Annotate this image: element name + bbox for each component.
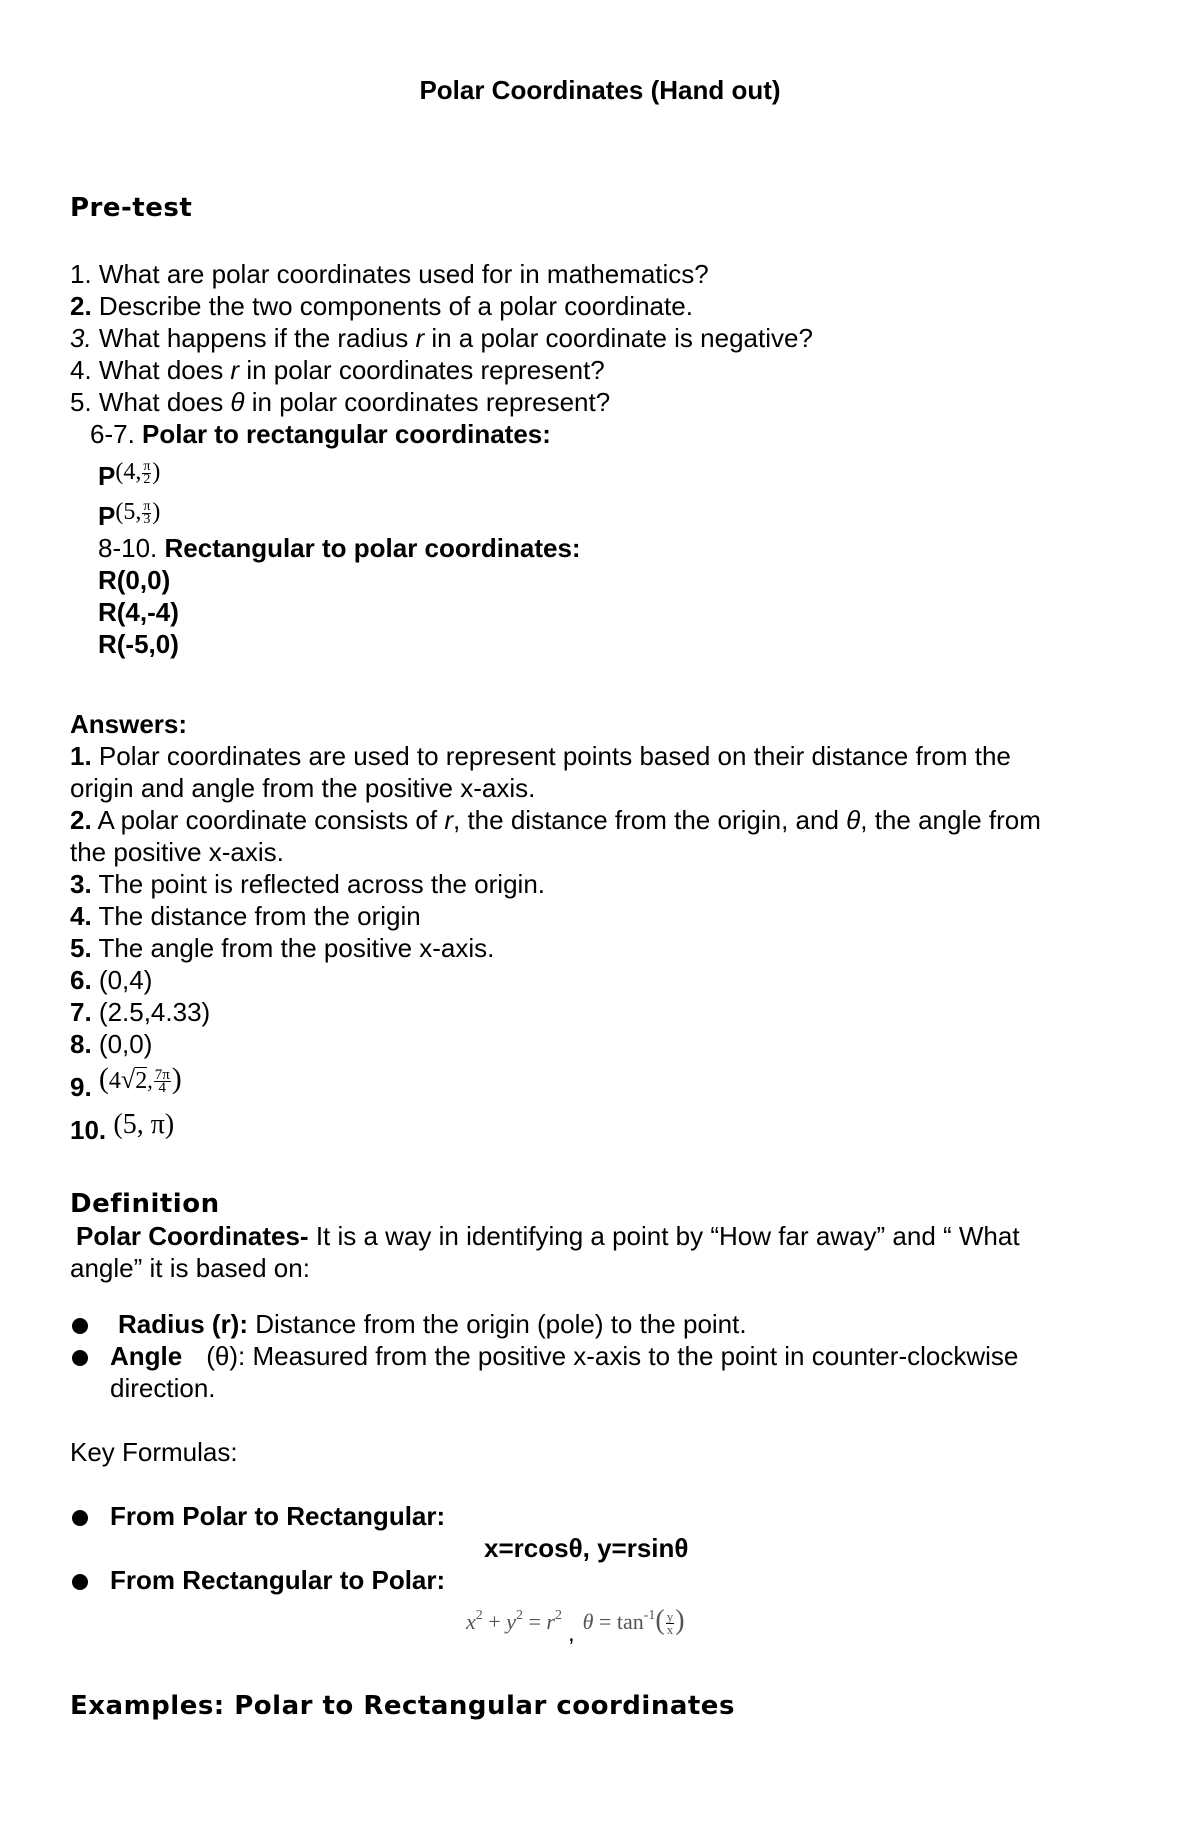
point-1-angle-den: 2 xyxy=(143,471,151,487)
angle-label: Angle xyxy=(110,1341,183,1371)
point-1-angle-num: π xyxy=(143,458,151,474)
rect-point-3: R(-5,0) xyxy=(98,629,179,659)
answer-4-number: 4. xyxy=(70,901,92,931)
point-1-r: 4, xyxy=(123,459,142,485)
answer-5-number: 5. xyxy=(70,933,92,963)
q810-label: Rectangular to polar coordinates: xyxy=(164,533,581,563)
answer-7 xyxy=(70,996,210,1028)
q3-text: What happens if the radius xyxy=(91,323,416,353)
answer-1-number: 1. xyxy=(70,741,92,771)
rect-to-polar-label: From Rectangular to Polar: xyxy=(110,1565,446,1595)
answer-2-line-2: the positive x-axis. xyxy=(70,837,284,867)
formulas-heading: Key Formulas: xyxy=(70,1437,238,1467)
q67-number: 6-7. xyxy=(90,419,143,449)
answer-4 xyxy=(70,900,421,932)
answer-6-text: (0,4) xyxy=(91,965,153,995)
angle-item xyxy=(110,1340,1018,1372)
q5-var: θ xyxy=(230,387,245,417)
answer-3 xyxy=(70,868,545,900)
q5-rest: in polar coordinates represent? xyxy=(244,387,611,417)
answer-5 xyxy=(70,932,494,964)
formula-x: x xyxy=(466,1609,476,1634)
rect-point-2: R(4,-4) xyxy=(98,597,179,627)
bullet-icon xyxy=(72,1574,88,1590)
answer-7-number: 7. xyxy=(70,997,92,1027)
q3-var: r xyxy=(415,323,425,353)
definition-text-1: It is a way in identifying a point by “How far away” and “ What xyxy=(308,1221,1020,1251)
answer-1-line-2: origin and angle from the positive x-axis. xyxy=(70,773,536,803)
answer-8-number: 8. xyxy=(70,1029,92,1059)
q810-number: 8-10. xyxy=(98,533,165,563)
angle-text: (θ): Measured from the positive x-axis to the point in counter-clockwise xyxy=(206,1341,1019,1371)
pretest-q67 xyxy=(90,418,551,450)
answer-2-t2: , the distance from the origin, and xyxy=(453,805,847,835)
answer-2-r: r xyxy=(444,805,454,835)
radius-label: Radius (r): xyxy=(118,1309,248,1339)
point-2-r: 5, xyxy=(123,499,142,525)
pretest-q810 xyxy=(98,532,581,564)
answer-9-number: 9. xyxy=(70,1072,92,1102)
q4-var: r xyxy=(230,355,240,385)
q2-number: 2. xyxy=(70,291,92,321)
q2-text: Describe the two components of a polar coordinate. xyxy=(91,291,693,321)
q4-rest: in polar coordinates represent? xyxy=(239,355,605,385)
answer-8-text: (0,0) xyxy=(91,1029,153,1059)
formula-theta: θ xyxy=(582,1609,594,1634)
pretest-q1: 1. What are polar coordinates used for in mathematics? xyxy=(70,259,709,289)
answer-2-theta: θ xyxy=(846,805,861,835)
page-title: Polar Coordinates (Hand out) xyxy=(419,75,781,105)
answer-3-text: The point is reflected across the origin. xyxy=(91,869,545,899)
polar-point-2: P(5, $\frac{\pi}{3}$ ) xyxy=(98,498,161,531)
q3-rest: in a polar coordinate is negative? xyxy=(424,323,813,353)
answers-heading: Answers: xyxy=(70,709,188,739)
radius-text: Distance from the origin (pole) to the point. xyxy=(248,1309,747,1339)
polar-point-1: P(4, $\frac{\pi}{2}$ ) xyxy=(98,458,161,491)
answer-2-t3: , the angle from xyxy=(860,805,1041,835)
polar-to-rect-formula: x=rcosθ, y=rsinθ xyxy=(484,1533,689,1563)
answer-1 xyxy=(70,740,1011,772)
point-2-label: P xyxy=(98,501,116,531)
definition-line-2: angle” it is based on: xyxy=(70,1253,310,1283)
answer-10-number: 10. xyxy=(70,1115,107,1145)
radius-item xyxy=(118,1308,747,1340)
q67-label: Polar to rectangular coordinates: xyxy=(142,419,551,449)
answer-1-line-1: Polar coordinates are used to represent points based on their distance from the xyxy=(91,741,1011,771)
rect-point-1: R(0,0) xyxy=(98,565,171,595)
answer-9-radicand: 2 xyxy=(135,1068,148,1094)
point-2-angle-den: 3 xyxy=(143,511,151,527)
answer-10-text: 5, π xyxy=(122,1109,165,1140)
answer-2 xyxy=(70,804,1041,836)
q5-pre: 5. What does xyxy=(70,387,231,417)
q3-number: 3. xyxy=(70,323,92,353)
formula-tan: tan xyxy=(616,1609,644,1634)
answer-9: 9. (4√2, $\frac{7\pi}{4}$ ) xyxy=(70,1062,182,1102)
pretest-q5 xyxy=(70,386,610,418)
formula-r: r xyxy=(546,1609,555,1634)
answer-6 xyxy=(70,964,152,996)
answer-9-angle-den: 4 xyxy=(158,1079,166,1096)
answer-10: 10. (5, π) xyxy=(70,1109,175,1145)
examples-heading: Examples: Polar to Rectangular coordinates xyxy=(70,1691,735,1721)
rect-to-polar-formula: $x^2 + y^2 = r^2$, $\theta = \tan^{-1}$( $\frac{y}{x}$ ) xyxy=(466,1605,685,1647)
pretest-heading: Pre-test xyxy=(70,193,193,223)
definition-heading: Definition xyxy=(70,1189,220,1219)
angle-line-2: direction. xyxy=(110,1373,216,1403)
pretest-q3 xyxy=(70,322,813,354)
answer-4-text: The distance from the origin xyxy=(91,901,421,931)
answer-9-angle-num: 7π xyxy=(154,1066,170,1083)
bullet-icon xyxy=(72,1318,88,1334)
definition-line-1 xyxy=(76,1220,1020,1252)
q4-pre: 4. What does xyxy=(70,355,231,385)
pretest-q2 xyxy=(70,290,693,322)
answer-2-number: 2. xyxy=(70,805,92,835)
answer-2-t1: A polar coordinate consists of xyxy=(91,805,445,835)
answer-5-text: The angle from the positive x-axis. xyxy=(91,933,495,963)
bullet-icon xyxy=(72,1350,88,1366)
answer-3-number: 3. xyxy=(70,869,92,899)
point-1-label: P xyxy=(98,461,116,491)
polar-to-rect-label: From Polar to Rectangular: xyxy=(110,1501,446,1531)
bullet-icon xyxy=(72,1510,88,1526)
point-2-angle-num: π xyxy=(143,498,151,514)
answer-7-text: (2.5,4.33) xyxy=(91,997,211,1027)
definition-term: Polar Coordinates- xyxy=(76,1221,309,1251)
answer-6-number: 6. xyxy=(70,965,92,995)
formula-y: y xyxy=(506,1609,516,1634)
pretest-q4 xyxy=(70,354,605,386)
answer-9-r: 4 xyxy=(108,1068,121,1094)
